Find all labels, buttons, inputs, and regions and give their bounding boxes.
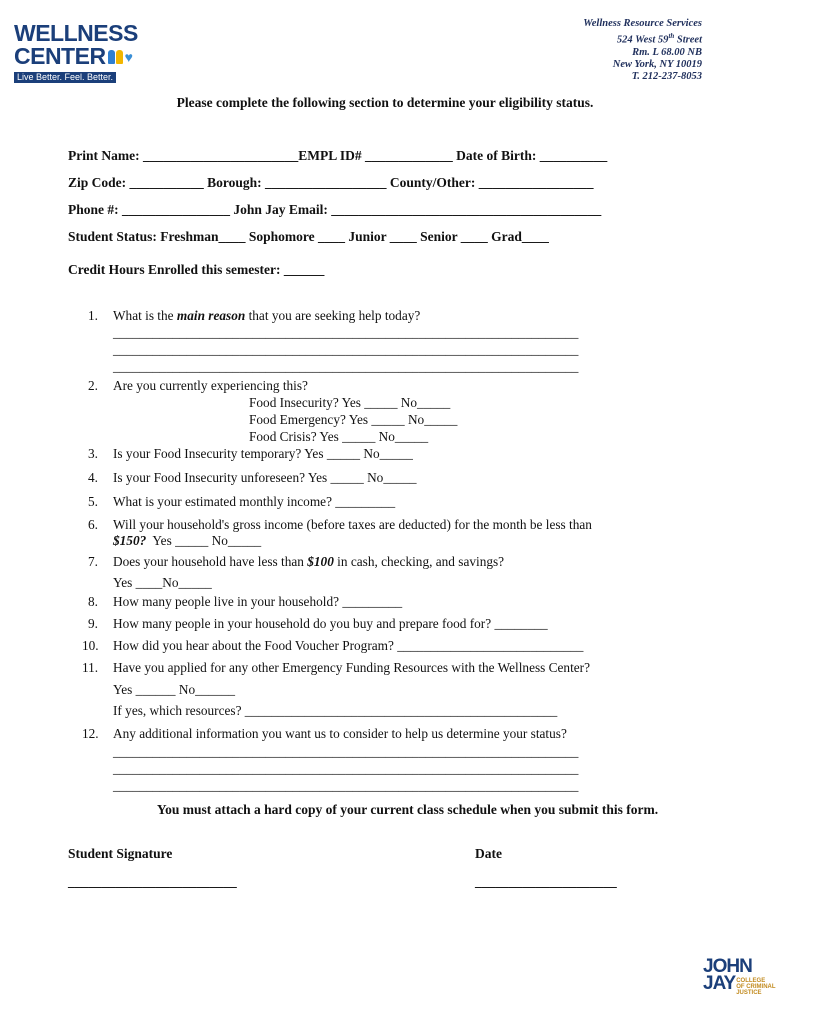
question-11: Have you applied for any other Emergency Funding Resources with the Wellness Center? [113, 660, 590, 675]
signature-label: Student Signature [68, 846, 173, 861]
phone-number: T. 212-237-8053 [631, 70, 702, 82]
q2-food-emergency[interactable]: Food Emergency? Yes _____ No_____ [249, 412, 458, 427]
question-8[interactable]: How many people live in your household? _________ [113, 594, 403, 609]
q1-emphasis: main reason [176, 308, 246, 323]
form-title: Please complete the following section to determine your eligibility status. [176, 95, 594, 110]
logo-line2-row [14, 45, 138, 68]
answer-line[interactable]: ______________________________________________________________________ [113, 325, 579, 340]
q7-emphasis: $100 [307, 554, 334, 569]
question-number: 2. [88, 378, 98, 393]
question-11-answer[interactable]: Yes ______ No______ [113, 682, 236, 697]
figure-icon [116, 50, 123, 64]
signature-line[interactable]: _________________________ [68, 874, 237, 889]
logo-line2: CENTER [14, 43, 106, 69]
question-number: 9. [88, 616, 98, 631]
question-number: 10. [82, 638, 99, 653]
figure-icon [108, 50, 115, 64]
street-address [583, 30, 702, 47]
question-5[interactable]: What is your estimated monthly income? _________ [113, 494, 396, 509]
answer-line[interactable]: ______________________________________________________________________ [113, 744, 579, 759]
date-line[interactable]: _____________________ [475, 874, 617, 889]
question-number: 11. [82, 660, 99, 675]
q6-yes-no: Yes _____ No_____ [146, 533, 262, 548]
john-jay-small1: COLLEGE [736, 978, 766, 984]
john-jay-small2: OF CRIMINAL [736, 984, 776, 990]
john-jay-small3: JUSTICE [736, 990, 762, 996]
john-jay-line2: JAY [703, 973, 736, 994]
question-12: Any additional information you want us to consider to help us determine your status? [113, 726, 567, 741]
question-1 [113, 308, 420, 324]
question-number: 12. [82, 726, 99, 741]
q2-food-crisis[interactable]: Food Crisis? Yes _____ No_____ [249, 429, 429, 444]
field-row-phone[interactable]: Phone #: ________________ John Jay Email: ________________________________________ [68, 202, 602, 217]
question-7 [113, 554, 504, 570]
attach-schedule-note: You must attach a hard copy of your current class schedule when you submit this form. [156, 802, 659, 817]
question-7-answer[interactable]: Yes ____No_____ [113, 575, 212, 590]
people-figures-icon [108, 50, 133, 64]
room-number: Rm. L 68.00 NB [632, 46, 702, 58]
john-jay-line2-row [703, 973, 776, 996]
logo-tagline: Live Better. Feel. Better. [14, 72, 116, 83]
question-10[interactable]: How did you hear about the Food Voucher Program? ____________________________ [113, 638, 584, 653]
q1-text: What is the [113, 308, 177, 323]
address-block [583, 18, 702, 83]
question-4[interactable]: Is your Food Insecurity unforeseen? Yes _____ No_____ [113, 470, 417, 485]
question-number: 3. [88, 446, 98, 461]
question-3[interactable]: Is your Food Insecurity temporary? Yes _____ No_____ [113, 446, 413, 461]
street-number: 524 West 59 [616, 34, 669, 46]
org-name: Wellness Resource Services [583, 18, 702, 29]
question-number: 5. [88, 494, 98, 509]
street-suffix: Street [674, 34, 702, 46]
heart-icon: ♥ [124, 48, 133, 65]
field-row-name[interactable]: Print Name: _______________________EMPL ID# _____________ Date of Birth: __________ [68, 148, 608, 163]
question-6-answer[interactable] [113, 533, 261, 549]
answer-line[interactable]: ______________________________________________________________________ [113, 342, 579, 357]
answer-line[interactable]: ______________________________________________________________________ [113, 778, 579, 793]
question-number: 6. [88, 517, 98, 532]
question-number: 8. [88, 594, 98, 609]
john-jay-line1: JOHN [703, 956, 752, 977]
answer-line[interactable]: ______________________________________________________________________ [113, 761, 579, 776]
q7-text: Does your household have less than [113, 554, 308, 569]
answer-line[interactable]: ______________________________________________________________________ [113, 359, 579, 374]
question-number: 7. [88, 554, 98, 569]
john-jay-logo [703, 956, 776, 996]
q1-text-end: that you are seeking help today? [245, 308, 421, 323]
john-jay-subtext [736, 978, 775, 996]
question-9[interactable]: How many people in your household do you buy and prepare food for? ________ [113, 616, 548, 631]
field-row-zip[interactable]: Zip Code: ___________ Borough: __________________ County/Other: _________________ [68, 175, 594, 190]
q7-text-end: in cash, checking, and savings? [333, 554, 505, 569]
logo-line1: WELLNESS [14, 20, 138, 46]
question-2: Are you currently experiencing this? [113, 378, 308, 393]
question-6: Will your household's gross income (before taxes are deducted) for the month be less than [113, 517, 592, 532]
field-row-credits[interactable]: Credit Hours Enrolled this semester: ______ [68, 262, 325, 277]
question-number: 4. [88, 470, 98, 485]
date-label: Date [475, 846, 502, 861]
field-row-status[interactable]: Student Status: Freshman____ Sophomore ____ Junior ____ Senior ____ Grad____ [68, 229, 549, 244]
city-state: New York, NY 10019 [612, 58, 702, 70]
wellness-center-logo [14, 22, 138, 84]
street-sup: th [668, 32, 675, 40]
question-11-resources[interactable]: If yes, which resources? _______________________________________________ [113, 703, 558, 718]
q2-food-insecurity[interactable]: Food Insecurity? Yes _____ No_____ [249, 395, 451, 410]
q6-emphasis: $150? [113, 533, 147, 548]
question-number: 1. [88, 308, 98, 323]
